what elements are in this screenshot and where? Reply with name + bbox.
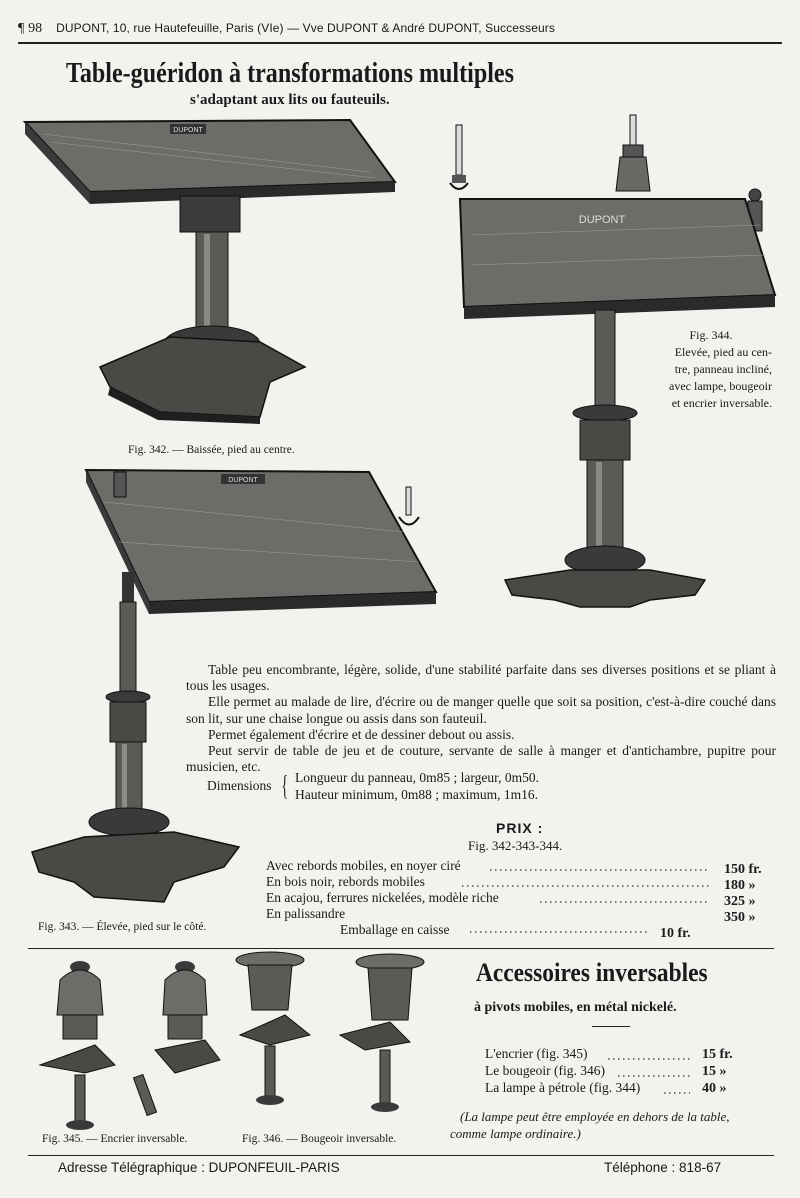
dimensions-line-1: Longueur du panneau, 0m85 ; largeur, 0m50.: [294, 770, 539, 785]
page-title: Table-guéridon à transformations multiples: [66, 58, 514, 89]
accessories-subtitle: à pivots mobiles, en métal nickelé.: [474, 1000, 677, 1015]
price-heading: PRIX :: [496, 820, 544, 836]
fig-342-caption: Fig. 342. — Baissée, pied au centre.: [128, 444, 295, 456]
fig-344-line-2: tre, panneau incliné,: [674, 362, 772, 376]
fig-344-line-4: et encrier inversable.: [671, 396, 772, 410]
price-row-label: Avec rebords mobiles, en noyer ciré: [266, 858, 461, 873]
footer-telegraph: Adresse Télégraphique : DUPONFEUIL-PARIS: [58, 1160, 340, 1175]
accessories-note-line-1: (La lampe peut être employée en dehors de la table,: [460, 1109, 730, 1124]
fig-343-caption: Fig. 343. — Élevée, pied sur le côté.: [38, 921, 207, 933]
description-paragraph: Peut servir de table de jeu et de couture, servante de salle à manger et d'antichambre, pupitre pour musicien, etc.: [186, 743, 776, 775]
description-paragraph: Permet également d'écrire et de dessiner debout ou assis.: [208, 726, 515, 742]
fig-344-label: Fig. 344.: [689, 328, 733, 342]
header-text: DUPONT, 10, rue Hautefeuille, Paris (VIe) — Vve DUPONT & André DUPONT, Successeurs: [56, 21, 555, 35]
accessory-price: 15 »: [702, 1064, 727, 1079]
fig-345-caption: Fig. 345. — Encrier inversable.: [42, 1133, 188, 1145]
page-number-value: 98: [28, 21, 43, 36]
packing-price: 10 fr.: [660, 926, 691, 941]
accessories-note-line-2: comme lampe ordinaire.): [450, 1126, 581, 1141]
fig-344-line-3: avec lampe, bougeoir: [669, 379, 772, 393]
accessories-note: [450, 1108, 730, 1142]
dimensions-line-2: Hauteur minimum, 0m88 ; maximum, 1m16.: [294, 786, 538, 802]
fig-342-brand-plate: DUPONT: [173, 127, 203, 134]
accessories-title: Accessoires inversables: [476, 958, 708, 987]
accessory-label: La lampe à pétrole (fig. 344): [485, 1080, 641, 1095]
price-row-label: En palissandre: [266, 906, 346, 921]
accessory-label: L'encrier (fig. 345): [485, 1046, 588, 1061]
price-row-label: En bois noir, rebords mobiles: [266, 874, 425, 889]
accessory-price: 15 fr.: [702, 1047, 733, 1062]
fig-343-brand-plate: DUPONT: [228, 477, 258, 484]
price-value: 180 »: [724, 878, 756, 893]
footer-rule: [28, 1155, 774, 1156]
price-figures-ref: Fig. 342-343-344.: [468, 838, 563, 853]
fig-344-line-1: Elevée, pied au cen-: [674, 345, 772, 359]
price-row-label: En acajou, ferrures nickelées, modèle riche: [266, 890, 499, 905]
fig-344-brand-plate: DUPONT: [578, 214, 626, 226]
price-value: 150 fr.: [724, 862, 762, 877]
page-mark: ¶: [18, 21, 25, 36]
description-paragraph: Elle permet au malade de lire, d'écrire ou de manger quelle que soit sa position, c'est-à-dire couché dans son lit, sur une chaise longue ou assis dans son fauteuil.: [186, 694, 776, 726]
page-subtitle: s'adaptant aux lits ou fauteuils.: [190, 92, 390, 108]
accessory-price: 40 »: [702, 1081, 727, 1096]
accessory-label: Le bougeoir (fig. 346): [485, 1063, 605, 1078]
packing-label: Emballage en caisse: [340, 922, 450, 937]
footer-telephone: Téléphone : 818-67: [604, 1160, 722, 1175]
price-value: 350 »: [724, 910, 756, 925]
description-paragraph: Table peu encombrante, légère, solide, d'une stabilité parfaite dans ses diverses positions et se pliant à tous les usages.: [186, 662, 776, 694]
brace-glyph: {: [280, 770, 288, 802]
fig-346-caption: Fig. 346. — Bougeoir inversable.: [242, 1133, 397, 1145]
price-value: 325 »: [724, 894, 756, 909]
dimensions-label: Dimensions: [207, 778, 272, 794]
